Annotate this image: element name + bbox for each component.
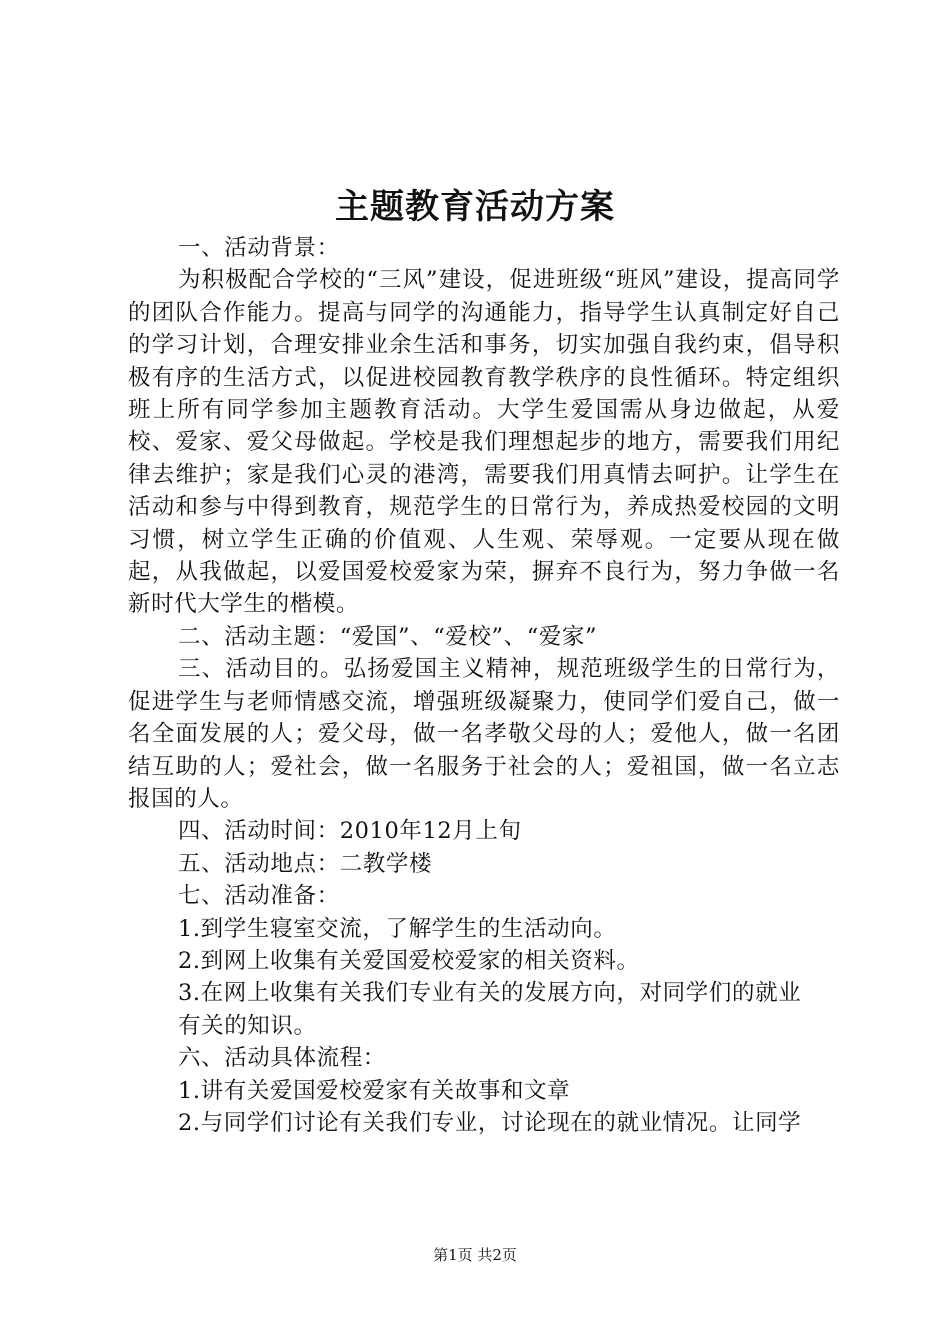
process-item-2: 2.与同学们讨论有关我们专业，讨论现在的就业情况。让同学 (178, 1109, 802, 1136)
page-footer: 第1页 共2页 (433, 1246, 517, 1264)
document-title: 主题教育活动方案 (335, 187, 615, 227)
preparation-item-3: 3.在网上收集有关我们专业有关的发展方向，对同学们的就业 (178, 980, 802, 1007)
preparation-item-2: 2.到网上收集有关爱国爱校爱家的相关资料。 (178, 947, 640, 974)
section-heading-background: 一、活动背景： (178, 235, 340, 261)
preparation-item-3-continued: 有关的知识。 (178, 1012, 317, 1039)
section-heading-preparation: 七、活动准备： (178, 883, 340, 910)
section-location: 五、活动地点：二教学楼 (178, 850, 433, 877)
section-heading-theme: 二、活动主题：“爱国”、“爱校”、“爱家” (178, 623, 598, 650)
document-body (128, 232, 840, 1139)
process-item-1: 1.讲有关爱国爱校爱家有关故事和文章 (178, 1077, 571, 1104)
preparation-item-1: 1.到学生寝室交流，了解学生的生活动向。 (178, 915, 617, 942)
background-paragraph: 为积极配合学校的“三风”建设，促进班级“班风”建设，提高同学的团队合作能力。提高与同学的沟通能力，指导学生认真制定好自己的学习计划，合理安排业余生活和事务，切实加强自我约束，倡导积极有序的生活方式，以促进校园教育教学秩序的良性循环。特定组织班上所有同学参加主题教育活动。大学生爱国需从身边做起，从爱校、爱家、爱父母做起。学校是我们理想起步的地方，需要我们用纪律去维护；家是我们心灵的港湾，需要我们用真情去呵护。让学生在活动和参与中得到教育，规范学生的日常行为，养成热爱校园的文明习惯，树立学生正确的价值观、人生观、荣辱观。一定要从现在做起，从我做起，以爱国爱校爱家为荣，摒弃不良行为，努力争做一名新时代大学生的楷模。 (128, 267, 840, 618)
section-heading-process: 六、活动具体流程： (178, 1045, 386, 1072)
section-time: 四、活动时间：2010年12月上旬 (178, 818, 522, 845)
purpose-paragraph: 三、活动目的。弘扬爱国主义精神，规范班级学生的日常行为，促进学生与老师情感交流，增强班级凝聚力，使同学们爱自己，做一名全面发展的人；爱父母，做一名孝敬父母的人；爱他人，做一名团结互助的人；爱社会，做一名服务于社会的人；爱祖国，做一名立志报国的人。 (128, 656, 840, 812)
